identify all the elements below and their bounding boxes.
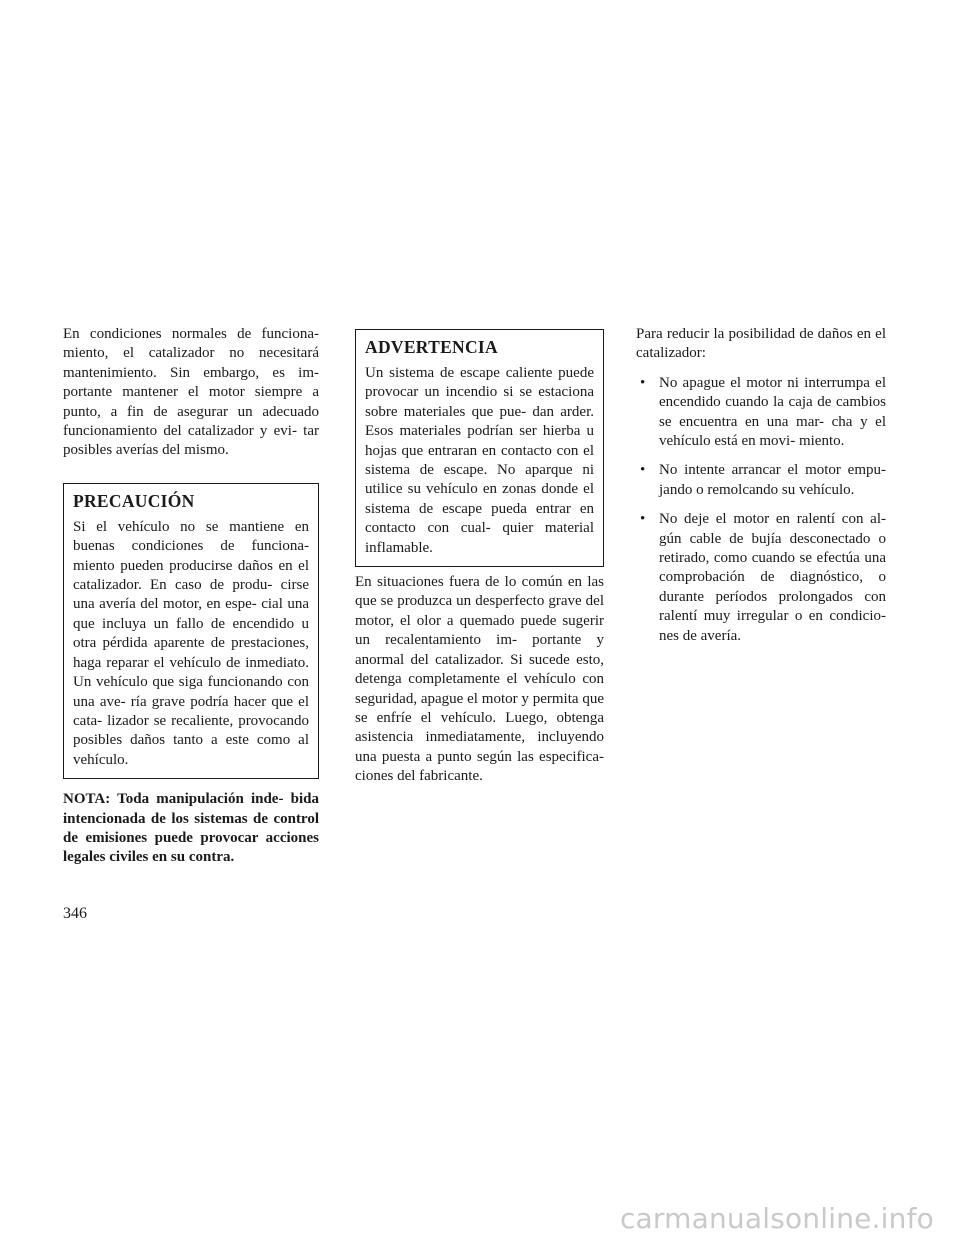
bullet-icon: • — [640, 374, 646, 391]
column-middle — [355, 329, 604, 787]
column-right — [636, 325, 886, 656]
bullet-icon: • — [640, 511, 646, 528]
page-number: 346 — [63, 905, 87, 922]
list-item-text: No intente arrancar el motor empu- jando o remolcando su vehículo. — [659, 462, 886, 498]
damage-reduction-intro: Para reducir la posibilidad de daños en el catalizador: — [636, 326, 886, 362]
list-item — [636, 510, 886, 646]
warning-text: Un sistema de escape caliente puede provocar un incendio si se estaciona sobre materiales que pue- dan arder. Esos materiales podrían ser hierba u hojas que entraran en contacto con el sistema de escape. No aparque ni utilice su vehículo en zonas donde el sistema de escape pueda entrar en contacto con cual- quier material inflamable. — [365, 365, 594, 556]
list-item — [636, 374, 886, 452]
bullet-icon: • — [640, 462, 646, 479]
warning-title: ADVERTENCIA — [365, 337, 498, 357]
intro-paragraph: En condiciones normales de funciona- miento, el catalizador no necesitará mantenimiento. Sin embargo, es im- portante mantener el motor siempre a punto, a fin de asegurar un adecuado funcionamiento del catalizador y evi- tar posibles averías del mismo. — [63, 326, 319, 459]
caution-title: PRECAUCIÓN — [73, 490, 195, 511]
list-item — [636, 461, 886, 500]
caution-box — [63, 483, 319, 779]
legal-note: NOTA: Toda manipulación inde- bida intencionada de los sistemas de control de emisiones puede provocar acciones legales civiles en su contra. — [63, 791, 319, 866]
list-item-text: No deje el motor en ralentí con al- gún cable de bujía desconectado o retirado, como cuando se efectúa una comprobación de diagnóstico, o durante períodos prolongados con ralentí muy irregular o en condicio- nes de avería. — [659, 511, 886, 644]
overheat-paragraph: En situaciones fuera de lo común en las que se produzca un desperfecto grave del motor, el olor a quemado puede sugerir un recalentamiento im- portante y anormal del catalizador. Si sucede esto, detenga completamente el vehículo con seguridad, apague el motor y permita que se enfríe el vehículo. Luego, obtenga asistencia inmediatamente, incluyendo una puesta a punto según las especifica- ciones del fabricante. — [355, 574, 604, 785]
caution-text: Si el vehículo no se mantiene en buenas condiciones de funciona- miento pueden producirse daños en el catalizador. En caso de produ- cirse una avería del motor, en espe- cial una que incluya un fallo de encendido u otra pérdida aparente de prestaciones, haga reparar el vehículo de inmediato. Un vehículo que siga funcionando con una ave- ría grave podría hacer que el cata- lizador se recaliente, provocando posibles daños tanto a este como al vehículo. — [73, 518, 309, 768]
warning-box — [355, 329, 604, 567]
column-left — [63, 325, 319, 868]
precautions-list — [636, 374, 886, 646]
watermark: carmanualsonline.info — [619, 1202, 934, 1235]
list-item-text: No apague el motor ni interrumpa el encendido cuando la caja de cambios se encuentra en una mar- cha y el vehículo está en movi- miento. — [659, 374, 886, 450]
